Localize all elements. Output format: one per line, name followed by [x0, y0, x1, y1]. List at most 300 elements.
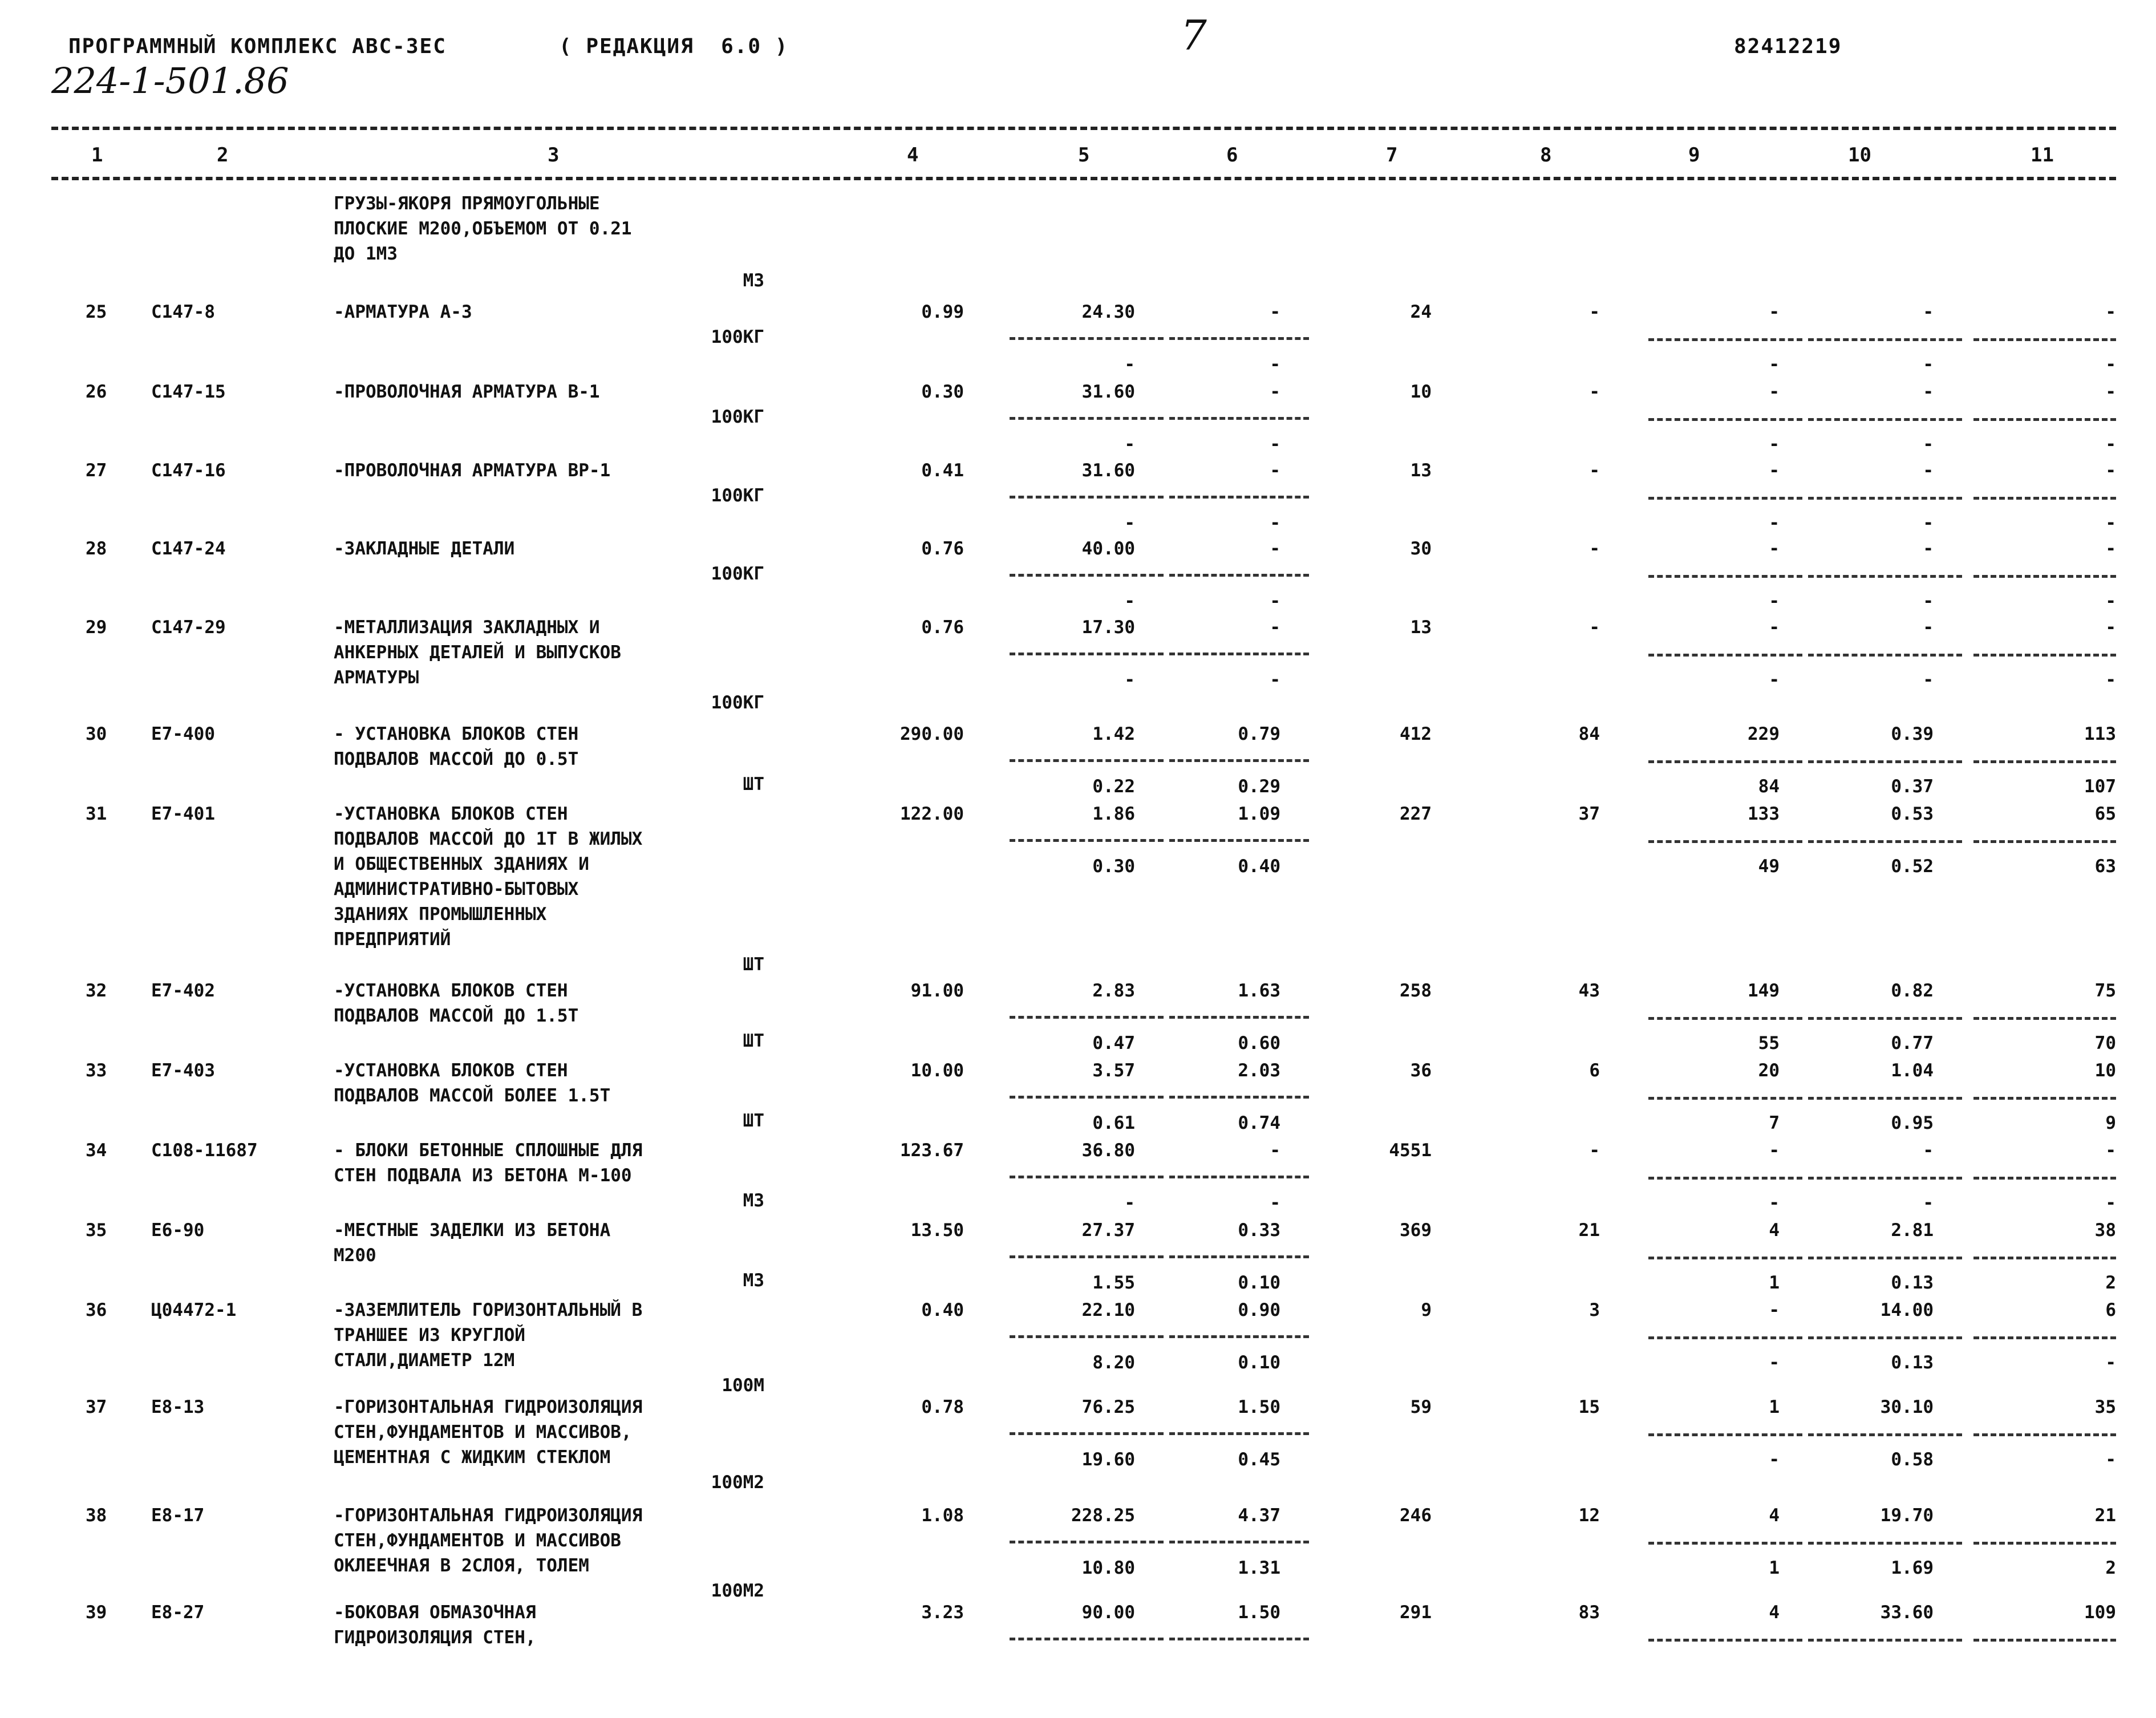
cell-c6a: 4.37 [1238, 1505, 1280, 1526]
col-2: 2 [217, 144, 229, 167]
cell-c7: 227 [1400, 804, 1432, 824]
cell-c5a: 90.00 [1081, 1602, 1135, 1623]
cell-c9a: 4 [1769, 1602, 1780, 1623]
cell-c5a: 17.30 [1081, 617, 1135, 638]
value-separator [1010, 1176, 1164, 1178]
cell-c11b: 107 [2084, 776, 2116, 797]
row-number: 25 [86, 302, 107, 322]
handwritten-reference: 224-1-501.86 [51, 60, 289, 102]
cell-c10b: - [1923, 670, 1934, 690]
cell-c10b: - [1923, 1193, 1934, 1213]
col-10: 10 [1848, 144, 1871, 167]
cell-c9b: 1 [1769, 1273, 1780, 1293]
cell-c11a: 75 [2094, 980, 2116, 1001]
col-11: 11 [2031, 144, 2054, 167]
value-separator [1648, 497, 1802, 500]
cell-c5b: 0.22 [1092, 776, 1135, 797]
cell-c10a: 14.00 [1880, 1300, 1934, 1320]
value-separator [1973, 575, 2116, 578]
cell-c7: 4551 [1389, 1140, 1432, 1161]
cell-c10a: 19.70 [1880, 1505, 1934, 1526]
cell-c6a: - [1270, 1140, 1280, 1161]
value-separator [1973, 654, 2116, 657]
cell-c6b: - [1270, 434, 1280, 455]
cell-c8: 21 [1578, 1220, 1600, 1241]
value-separator [1169, 1335, 1309, 1338]
cell-c9b: - [1769, 670, 1780, 690]
cell-c9a: 20 [1758, 1060, 1780, 1081]
row-number: 31 [86, 804, 107, 824]
value-separator [1648, 840, 1802, 843]
value-separator [1648, 760, 1802, 763]
cell-c11b: 63 [2094, 856, 2116, 877]
row-number: 33 [86, 1060, 107, 1081]
cell-c10a: - [1923, 382, 1934, 402]
cell-c11b: - [2105, 434, 2116, 455]
cell-c4: 122.00 [900, 804, 964, 824]
cell-c6b: 0.60 [1238, 1033, 1280, 1054]
row-code: С147-15 [151, 382, 226, 402]
cell-c6a: - [1270, 302, 1280, 322]
cell-c9b: 7 [1769, 1113, 1780, 1133]
cell-c10b: - [1923, 591, 1934, 611]
cell-c6a: 0.90 [1238, 1300, 1280, 1320]
cell-c5b: 8.20 [1092, 1352, 1135, 1373]
cell-c11a: - [2105, 382, 2116, 402]
cell-c10b: 1.69 [1891, 1558, 1934, 1578]
value-separator [1648, 1097, 1802, 1100]
cell-c6a: 1.63 [1238, 980, 1280, 1001]
value-separator [1808, 1177, 1962, 1180]
cell-c9b: - [1769, 354, 1780, 375]
value-separator [1010, 1096, 1164, 1099]
cell-c7: 36 [1410, 1060, 1432, 1081]
cell-c11b: - [2105, 513, 2116, 533]
cell-c4: 290.00 [900, 724, 964, 744]
value-separator [1973, 760, 2116, 763]
cell-c9b: - [1769, 513, 1780, 533]
value-separator [1010, 1541, 1164, 1543]
value-separator [1169, 417, 1309, 420]
cell-c7: 24 [1410, 302, 1432, 322]
value-separator [1169, 1176, 1309, 1178]
row-description: -ГОРИЗОНТАЛЬНАЯ ГИДРОИЗОЛЯЦИЯ СТЕН,ФУНДАМЕНТОВ И МАССИВОВ, ЦЕМЕНТНАЯ С ЖИДКИМ СТЕКЛОМ [334, 1397, 643, 1468]
cell-c11a: 113 [2084, 724, 2116, 744]
col-7: 7 [1386, 144, 1398, 167]
row-unit: ШТ [743, 774, 764, 795]
cell-c11a: 35 [2094, 1397, 2116, 1417]
cell-c5a: 36.80 [1081, 1140, 1135, 1161]
cell-c10b: 0.95 [1891, 1113, 1934, 1133]
value-separator [1973, 1017, 2116, 1020]
cell-c8: 43 [1578, 980, 1600, 1001]
cell-c10a: - [1923, 617, 1934, 638]
cell-c6a: - [1270, 538, 1280, 559]
value-separator [1808, 1639, 1962, 1642]
cell-c11a: 21 [2094, 1505, 2116, 1526]
value-separator [1973, 1097, 2116, 1100]
section-title: ГРУЗЫ-ЯКОРЯ ПРЯМОУГОЛЬНЫЕ ПЛОСКИЕ М200,ОБЪЕМОМ ОТ 0.21 ДО 1М3 [334, 193, 632, 264]
cell-c6a: - [1270, 460, 1280, 481]
value-separator [1648, 1433, 1802, 1436]
cell-c9a: - [1769, 460, 1780, 481]
value-separator [1973, 1433, 2116, 1436]
cell-c8: 15 [1578, 1397, 1600, 1417]
value-separator [1010, 574, 1164, 577]
cell-c7: 10 [1410, 382, 1432, 402]
cell-c4: 0.76 [921, 617, 964, 638]
row-code: С147-16 [151, 460, 226, 481]
cell-c5a: 3.57 [1092, 1060, 1135, 1081]
value-separator [1808, 338, 1962, 341]
cell-c9a: - [1769, 538, 1780, 559]
cell-c5b: - [1124, 1193, 1135, 1213]
cell-c4: 10.00 [910, 1060, 964, 1081]
cell-c11b: - [2105, 591, 2116, 611]
cell-c7: 369 [1400, 1220, 1432, 1241]
cell-c5b: 1.55 [1092, 1273, 1135, 1293]
cell-c7: 258 [1400, 980, 1432, 1001]
row-number: 39 [86, 1602, 107, 1623]
row-description: -УСТАНОВКА БЛОКОВ СТЕН ПОДВАЛОВ МАССОЙ ДО 1Т В ЖИЛЫХ И ОБЩЕСТВЕННЫХ ЗДАНИЯХ И АДМИНИСТРАТИВНО-БЫТОВЫХ ЗДАНИЯХ ПРОМЫШЛЕННЫХ ПРЕДПРИЯТИЙ [334, 804, 643, 950]
cell-c4: 91.00 [910, 980, 964, 1001]
value-separator [1169, 1638, 1309, 1640]
cell-c6b: - [1270, 1193, 1280, 1213]
row-code: Е8-13 [151, 1397, 205, 1417]
cell-c9a: 149 [1748, 980, 1780, 1001]
row-number: 30 [86, 724, 107, 744]
cell-c11b: - [2105, 1352, 2116, 1373]
value-separator [1808, 654, 1962, 657]
cell-c11a: - [2105, 538, 2116, 559]
value-separator [1648, 1017, 1802, 1020]
value-separator [1169, 1016, 1309, 1019]
value-separator [1169, 653, 1309, 655]
cell-c6b: 0.40 [1238, 856, 1280, 877]
cell-c5b: - [1124, 591, 1135, 611]
cell-c9a: - [1769, 617, 1780, 638]
cell-c10a: 0.53 [1891, 804, 1934, 824]
cell-c11b: 9 [2105, 1113, 2116, 1133]
value-separator [1808, 1257, 1962, 1259]
cell-c10b: 0.52 [1891, 856, 1934, 877]
cell-c4: 0.41 [921, 460, 964, 481]
cell-c10a: - [1923, 1140, 1934, 1161]
value-separator [1169, 496, 1309, 499]
cell-c10b: - [1923, 434, 1934, 455]
row-code: С147-8 [151, 302, 215, 322]
edition: ( РЕДАКЦИЯ 6.0 ) [559, 35, 789, 58]
cell-c5a: 1.42 [1092, 724, 1135, 744]
cell-c6b: 0.45 [1238, 1449, 1280, 1470]
cell-c5a: 31.60 [1081, 460, 1135, 481]
cell-c10a: 30.10 [1880, 1397, 1934, 1417]
value-separator [1010, 759, 1164, 762]
value-separator [1808, 1097, 1962, 1100]
cell-c9a: - [1769, 382, 1780, 402]
row-unit: М3 [743, 1190, 764, 1211]
value-separator [1648, 1542, 1802, 1545]
col-1: 1 [91, 144, 103, 167]
cell-c5b: - [1124, 670, 1135, 690]
value-separator [1973, 1542, 2116, 1545]
value-separator [1010, 1255, 1164, 1258]
col-3: 3 [548, 144, 560, 167]
cell-c5b: 0.30 [1092, 856, 1135, 877]
cell-c6b: - [1270, 513, 1280, 533]
value-separator [1169, 1432, 1309, 1435]
cell-c11a: 10 [2094, 1060, 2116, 1081]
value-separator [1648, 338, 1802, 341]
value-separator [1010, 1016, 1164, 1019]
cell-c9b: 1 [1769, 1558, 1780, 1578]
value-separator [1808, 1336, 1962, 1339]
value-separator [1808, 497, 1962, 500]
header-bottom-rule [51, 177, 2116, 180]
cell-c4: 0.30 [921, 382, 964, 402]
value-separator [1648, 418, 1802, 421]
value-separator [1973, 497, 2116, 500]
cell-c10a: 1.04 [1891, 1060, 1934, 1081]
row-description: -ЗАКЛАДНЫЕ ДЕТАЛИ [334, 538, 515, 559]
cell-c6a: 1.50 [1238, 1397, 1280, 1417]
cell-c9b: - [1769, 1449, 1780, 1470]
document-code: 82412219 [1734, 35, 1842, 58]
cell-c10b: - [1923, 354, 1934, 375]
cell-c6a: 0.79 [1238, 724, 1280, 744]
cell-c4: 13.50 [910, 1220, 964, 1241]
row-description: -УСТАНОВКА БЛОКОВ СТЕН ПОДВАЛОВ МАССОЙ БОЛЕЕ 1.5Т [334, 1060, 611, 1106]
row-number: 34 [86, 1140, 107, 1161]
cell-c9b: - [1769, 434, 1780, 455]
cell-c6b: 1.31 [1238, 1558, 1280, 1578]
cell-c10b: 0.77 [1891, 1033, 1934, 1054]
value-separator [1808, 840, 1962, 843]
cell-c6a: - [1270, 617, 1280, 638]
row-description: -ПРОВОЛОЧНАЯ АРМАТУРА ВР-1 [334, 460, 611, 481]
row-description: - УСТАНОВКА БЛОКОВ СТЕН ПОДВАЛОВ МАССОЙ ДО 0.5Т [334, 724, 579, 769]
cell-c9a: 229 [1748, 724, 1780, 744]
cell-c5a: 2.83 [1092, 980, 1135, 1001]
value-separator [1169, 839, 1309, 842]
cell-c9a: - [1769, 1140, 1780, 1161]
value-separator [1808, 575, 1962, 578]
row-description: -ЗАЗЕМЛИТЕЛЬ ГОРИЗОНТАЛЬНЫЙ В ТРАНШЕЕ ИЗ КРУГЛОЙ СТАЛИ,ДИАМЕТР 12М [334, 1300, 643, 1371]
cell-c5b: 0.61 [1092, 1113, 1135, 1133]
col-5: 5 [1078, 144, 1090, 167]
cell-c5a: 76.25 [1081, 1397, 1135, 1417]
cell-c11b: 2 [2105, 1558, 2116, 1578]
cell-c6b: - [1270, 670, 1280, 690]
row-unit: 100КГ [711, 407, 764, 427]
cell-c4: 0.78 [921, 1397, 964, 1417]
cell-c8: 12 [1578, 1505, 1600, 1526]
row-unit: 100М [722, 1375, 764, 1396]
row-code: Е8-27 [151, 1602, 205, 1623]
value-separator [1169, 337, 1309, 340]
row-code: Е7-400 [151, 724, 215, 744]
cell-c8: 3 [1589, 1300, 1600, 1320]
row-code: С147-29 [151, 617, 226, 638]
value-separator [1010, 839, 1164, 842]
cell-c9a: - [1769, 302, 1780, 322]
cell-c8: 6 [1589, 1060, 1600, 1081]
cell-c8: - [1589, 617, 1600, 638]
cell-c7: 30 [1410, 538, 1432, 559]
row-number: 35 [86, 1220, 107, 1241]
cell-c10a: 0.39 [1891, 724, 1934, 744]
cell-c10b: 0.37 [1891, 776, 1934, 797]
cell-c8: - [1589, 382, 1600, 402]
column-header-row [51, 143, 2116, 171]
value-separator [1010, 496, 1164, 499]
value-separator [1010, 337, 1164, 340]
cell-c8: - [1589, 460, 1600, 481]
cell-c9a: 1 [1769, 1397, 1780, 1417]
value-separator [1169, 1255, 1309, 1258]
cell-c11a: 38 [2094, 1220, 2116, 1241]
cell-c5b: - [1124, 513, 1135, 533]
cell-c4: 1.08 [921, 1505, 964, 1526]
cell-c5a: 1.86 [1092, 804, 1135, 824]
cell-c8: - [1589, 538, 1600, 559]
row-number: 32 [86, 980, 107, 1001]
cell-c5a: 31.60 [1081, 382, 1135, 402]
row-description: -АРМАТУРА А-3 [334, 302, 472, 322]
cell-c10a: - [1923, 538, 1934, 559]
row-unit: 100М2 [711, 1472, 764, 1493]
row-number: 26 [86, 382, 107, 402]
cell-c10a: 0.82 [1891, 980, 1934, 1001]
col-8: 8 [1540, 144, 1552, 167]
value-separator [1169, 759, 1309, 762]
cell-c11a: 109 [2084, 1602, 2116, 1623]
cell-c6b: 0.29 [1238, 776, 1280, 797]
value-separator [1973, 1177, 2116, 1180]
row-unit: М3 [743, 1270, 764, 1291]
row-description: -БОКОВАЯ ОБМАЗОЧНАЯ ГИДРОИЗОЛЯЦИЯ СТЕН, [334, 1602, 536, 1648]
section-unit: М3 [743, 270, 764, 291]
cell-c9b: 55 [1758, 1033, 1780, 1054]
value-separator [1010, 653, 1164, 655]
row-code: Е7-401 [151, 804, 215, 824]
row-code: Е6-90 [151, 1220, 205, 1241]
cell-c11b: - [2105, 1193, 2116, 1213]
cell-c5b: - [1124, 434, 1135, 455]
cell-c8: - [1589, 1140, 1600, 1161]
cell-c9b: 84 [1758, 776, 1780, 797]
cell-c11a: 65 [2094, 804, 2116, 824]
cell-c5a: 40.00 [1081, 538, 1135, 559]
row-number: 36 [86, 1300, 107, 1320]
cell-c6b: 0.10 [1238, 1273, 1280, 1293]
cell-c7: 291 [1400, 1602, 1432, 1623]
value-separator [1973, 338, 2116, 341]
cell-c4: 0.99 [921, 302, 964, 322]
cell-c9a: - [1769, 1300, 1780, 1320]
value-separator [1973, 840, 2116, 843]
value-separator [1808, 1017, 1962, 1020]
row-code: Ц04472-1 [151, 1300, 237, 1320]
value-separator [1648, 1336, 1802, 1339]
cell-c9b: - [1769, 1193, 1780, 1213]
cell-c5a: 228.25 [1071, 1505, 1135, 1526]
cell-c10b: 0.13 [1891, 1273, 1934, 1293]
row-description: - БЛОКИ БЕТОННЫЕ СПЛОШНЫЕ ДЛЯ СТЕН ПОДВАЛА ИЗ БЕТОНА М-100 [334, 1140, 643, 1186]
cell-c7: 9 [1421, 1300, 1432, 1320]
row-description: -МЕСТНЫЕ ЗАДЕЛКИ ИЗ БЕТОНА М200 [334, 1220, 611, 1266]
col-4: 4 [907, 144, 919, 167]
row-code: Е7-403 [151, 1060, 215, 1081]
program-title: ПРОГРАММНЫЙ КОМПЛЕКС АВС-ЗЕС [68, 35, 447, 58]
value-separator [1648, 575, 1802, 578]
value-separator [1010, 1432, 1164, 1435]
cell-c11b: - [2105, 1449, 2116, 1470]
value-separator [1648, 1257, 1802, 1259]
cell-c6b: - [1270, 354, 1280, 375]
cell-c6a: 1.50 [1238, 1602, 1280, 1623]
cell-c11a: - [2105, 460, 2116, 481]
cell-c6a: 2.03 [1238, 1060, 1280, 1081]
cell-c6a: 1.09 [1238, 804, 1280, 824]
cell-c5a: 27.37 [1081, 1220, 1135, 1241]
cell-c9b: - [1769, 1352, 1780, 1373]
value-separator [1648, 1177, 1802, 1180]
row-description: -ГОРИЗОНТАЛЬНАЯ ГИДРОИЗОЛЯЦИЯ СТЕН,ФУНДАМЕНТОВ И МАССИВОВ ОКЛЕЕЧНАЯ В 2СЛОЯ, ТОЛЕМ [334, 1505, 643, 1576]
cell-c11b: 70 [2094, 1033, 2116, 1054]
cell-c10a: - [1923, 460, 1934, 481]
cell-c6b: 0.10 [1238, 1352, 1280, 1373]
row-number: 29 [86, 617, 107, 638]
cell-c11b: - [2105, 670, 2116, 690]
cell-c5a: 24.30 [1081, 302, 1135, 322]
value-separator [1169, 574, 1309, 577]
cell-c5b: 19.60 [1081, 1449, 1135, 1470]
row-unit: 100КГ [711, 485, 764, 506]
cell-c4: 0.40 [921, 1300, 964, 1320]
cell-c9b: - [1769, 591, 1780, 611]
row-number: 38 [86, 1505, 107, 1526]
cell-c10a: 33.60 [1880, 1602, 1934, 1623]
cell-c7: 13 [1410, 460, 1432, 481]
value-separator [1808, 418, 1962, 421]
cell-c10b: 0.13 [1891, 1352, 1934, 1373]
cell-c4: 123.67 [900, 1140, 964, 1161]
value-separator [1808, 760, 1962, 763]
row-unit: ШТ [743, 954, 764, 975]
row-unit: 100КГ [711, 692, 764, 713]
row-description: -ПРОВОЛОЧНАЯ АРМАТУРА В-1 [334, 382, 600, 402]
col-6: 6 [1226, 144, 1238, 167]
cell-c6a: - [1270, 382, 1280, 402]
cell-c6a: 0.33 [1238, 1220, 1280, 1241]
value-separator [1169, 1541, 1309, 1543]
cell-c11b: 2 [2105, 1273, 2116, 1293]
cell-c5a: 22.10 [1081, 1300, 1135, 1320]
row-unit: ШТ [743, 1031, 764, 1051]
cell-c4: 0.76 [921, 538, 964, 559]
cell-c6b: 0.74 [1238, 1113, 1280, 1133]
cell-c11a: 6 [2105, 1300, 2116, 1320]
row-code: Е7-402 [151, 980, 215, 1001]
cell-c10b: - [1923, 513, 1934, 533]
cell-c10a: 2.81 [1891, 1220, 1934, 1241]
cell-c7: 13 [1410, 617, 1432, 638]
cell-c8: 37 [1578, 804, 1600, 824]
cell-c11a: - [2105, 1140, 2116, 1161]
row-description: -МЕТАЛЛИЗАЦИЯ ЗАКЛАДНЫХ И АНКЕРНЫХ ДЕТАЛЕЙ И ВЫПУСКОВ АРМАТУРЫ [334, 617, 621, 688]
cell-c11a: - [2105, 302, 2116, 322]
